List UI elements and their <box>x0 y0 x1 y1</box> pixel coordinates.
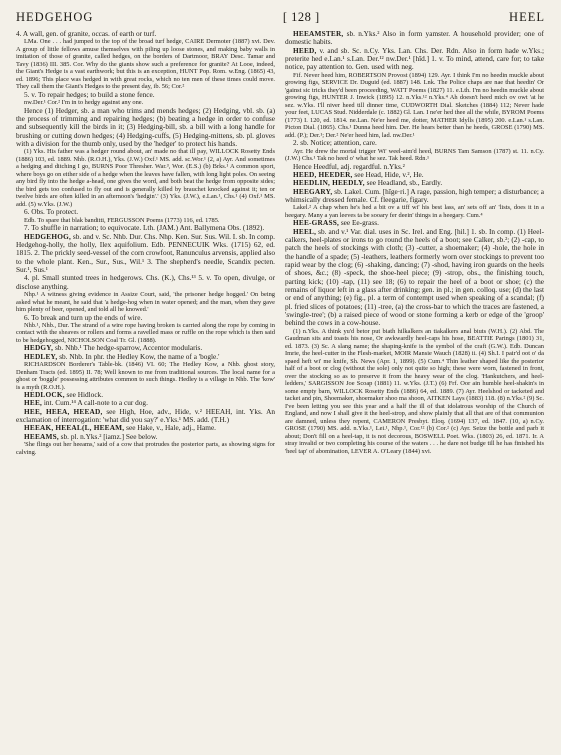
entry-text: 7. To shuffle in narration; to equivocate. Lth. (JAM.) Ant. Ballymena Obs. (1892). <box>24 223 265 233</box>
entry-headword: HEDLEY, <box>24 351 58 361</box>
entry-text: see Headland, sb., Eardly. <box>364 178 443 188</box>
dictionary-entry-paragraph <box>16 361 275 391</box>
entry-text: sb. n.Yks.² Also in form yamster. A household provider; one of domestic habits. <box>285 30 544 47</box>
entry-text: v. and sb. Sc. n.Cy. Yks. Lan. Chs. Der. Rdn. Also in form hade w.Yks.; preterite hed e.Lan.¹ s.Lan. Der.¹² nw.Der.¹ [hīd.] 1. v. To mind, attend, care for; to take notice, pay attention to. Gen. used with neg. <box>285 45 544 72</box>
dictionary-entry-paragraph <box>16 30 275 38</box>
entry-text: 6. Obs. To protect. <box>24 207 79 217</box>
entry-text: sb. Lakel. Cum. [hīge·ri.] A rage, passion, high temper; a disturbance; a whimsically dressed female. Cf. fleegarie, figary. <box>285 186 544 204</box>
dictionary-entry-paragraph <box>285 204 544 219</box>
entry-text: Edb. To spare that blak banditti, FERGUSSON Poems (1773) 116, ed. 1785. <box>24 216 220 224</box>
dictionary-entry-paragraph <box>285 328 544 456</box>
entry-text: (1) Yks. His father was a hedger round about, an' made no that ill pay, WILLOCK Rosetty Ends (1886) 103, ed. 1889. Nhb. (R.O.H.), Yks. (J.W.) Oxf.¹ MS. add. sc.Wor.¹ (2, a) Ayr. And sometimes a hedging and ditching I go, BURNS Poor Thresher. War.³, Wor. (E.S.) (b) Brks.¹ A common sport, where boys go on either side of a hedge when the leaves have fallen, with long light poles. On seeing any bird fly into the hedge a-head, one gives the word, and both beat the hedge from opposite sides; the bird gets too confused to fly out and is generally killed by brauchet knocked against it; ten or twelve birds are often killed in an afternoon's 'hedgin'.' (3) Yks. (J.W.), e.Lan.¹, Chs.¹ (4) Oxf.¹ MS. add. (5) w.Yks. (J.W.) <box>16 148 275 208</box>
entry-text: LMa. One . . . had jumped to the top of the broad turf hedge, CAIRE Dermoter (1887) xvi. Dev. A group of little fellows amuse themselves with piling up loose stones, and making baby walls in imitation of those of granite, called hedges, on the borders of Dartmoor, BRAY Desc. Tamar and Tavy (1836) III. 385. Cor. Why do the giants show such a preference for granite? At Looe, indeed, the Giant's Hedge is a vast earthwork; but this is an exception, HUNT Pop. Rom. w.Eng. (1865) 43, ed. 1896; This place was hedged in with great rocks, which no ten men of these times could move. They call them the Giant's Hedges to the present day, ib. 56; Cor.² <box>16 38 275 91</box>
entry-text: RICHARDSON Borderer's Table-bk. (1846) VI. 60; The Hedley Kow, a Nhb. ghost story, Denham Tracts (ed. 1895) II. 78; Well known to me from traditional sources. The local name for a ghost or 'boggle' possessing attributes common to such things. Hedley is a village in Nhb. The 'kow' is a myth (R.O.H.). <box>16 361 275 391</box>
entry-text: int. Cum.¹⁴ A call-note to a cur dog. <box>42 398 148 408</box>
text-columns <box>16 30 545 752</box>
dictionary-entry-paragraph <box>16 208 275 216</box>
dictionary-entry-paragraph <box>16 274 275 291</box>
page-number: [ 128 ] <box>282 10 320 24</box>
dictionary-entry-paragraph <box>16 233 275 275</box>
dictionary-entry-paragraph <box>16 148 275 208</box>
entry-text: sb. and v.¹ Var. dial. uses in Sc. Irel. and Eng. [hil.] 1. sb. In comp. (1) Heel-calkers, heel-plates or irons to go round the heels of a boot; see Calker, sb.²; (2) -cap, to patch the heels of stockings with cloth; (3) -cutter, a shoemaker; (4) -hole, the hole in the handle of a spade; (5) -leathers, leathers formerly worn over stockings to prevent too rapid wear by the clog; (6) -shaking, dancing; (7) -shod, having iron guards on the heels of shoes, &c.; (8) -speck, the shoe-heel piece; (9) -strop, obs., the finishing touch, parting kick; (10) -tap, (11) see 18; (6) to repair the heel of a boot or shoe; (c) the remains of liquor left in a glass after drinking; gen. in pl.; in gen. colloq. use; (d) the last or end of anything; (e) fig., pl. a term of contempt used when speaking of a scandal; (f) pl. fried slices of potatoes; (11) -tree, (a) the cross-bar to which the traces are fastened, a 'swingle-tree'; (b) a raised piece of wood or stone forming a kerb or edge of the 'groop' behind the cows in a cow-house. <box>285 226 544 328</box>
dictionary-entry-paragraph <box>285 228 544 328</box>
entry-text: 2. sb. Notice; attention, care. <box>293 138 377 148</box>
entry-text: (1) n.Yks. A think yu'd betor put biath hilkalkers an tiakalkers anal biuts (W.H.). (2) Abd. The Gaudman sits and toasts his nose, Or awkwardly heel-caps his hose, BEATTIE Parings (1801) 31, ed. 1873. (3) Sc. A slang name; the shaping-knife is the symbol of the craft (G.W.). Edb. Duncan Imrie, the heel-cutter in the Flesh-market, MOIR Mansie Wauch (1828) ii. (4) Sh.I. I pair'd oot o' da spaed heft wi' me knife, Sh. News (Apr. 1, 1899). (5) Cum.⁴ Thin leather shaped like the posterior half of a boot or clog (without the sole) only not quite so high; these were worn, fastened in front, over the stocking so as to preserve it from the heavy wear of the clog. 'Hankutchers, and heel-ledders,' SARGISSON Joe Scoap (1881) 11. w.Yks. (J.T.) (6) Frf. Oor ain humble heel-shakin's in some empty barn, WILLOCK Rosetty Ends (1886) 64, ed. 1889. (7) Ayr. Heelshod or tacketed and tacket and pin, Shoemaker, shoemaker shoo ma shoon, AITKEN Lays (1883) 118. (8) n.Yks.² (9) Sc. I've been letting you see this year and a half the ill of that idolatrous worship of the Church of England, and now I shall give it the heel-strop, and show plainly that all that are of that communion are damned, unless they repent, CAMERON Presbyt. Eloq. (1694) 137, ed. 1847. (10, a) n.Cy. GROSE (1790) MS. add. n.Yks.¹, Lei.¹, Nhp.¹, Cor.¹² (b) Cor.² (c) Ayr. Seize the bottle and parb it about; Don't fill on a heel-tap, it is not decorous, BOSWELL Poet. Wks. (1803) 26, ed. 1871. Ir. A stray invalid or two completing his course of the waters . . . he dare not budge till he has finished his 'heel tap' of abomination, LEVER A. O'Leary (1844) xvi. <box>285 327 544 455</box>
entry-text: see High, Hoe, adv., Hide, v.² HEEAH, int. Yks. An exclamation of interrogation: 'what did you say?' e.Yks.¹ MS. add. (T.H.) <box>16 406 275 425</box>
entry-text: sb. Nhb.¹ The hedge-sparrow, Accentor modularis. <box>53 343 203 353</box>
entry-text: Hence (1) Hedger, sb. a man who trims and mends hedges; (2) Hedging, vbl. sb. (a) the process of trimming and repairing hedges; (b) beating a hedge in order to confuse and subsequently kill the birds in it; (3) Hedging-bill, sb. a bill with a long handle for brushing or cutting down hedges; (4) Hedging-cuffs, (5) Hedging-mittens, sb. pl. gloves with a division for the thumb only, used by the 'hedger' to protect his hands. <box>16 105 275 149</box>
right-column <box>285 30 544 752</box>
entry-text: sb. Nhb. In phr. the Hedley Kow, the name of a 'bogle.' <box>57 351 220 361</box>
entry-headword: HEEL, <box>293 226 317 236</box>
left-column <box>16 30 275 752</box>
entry-headword: HEEAMS, <box>24 431 59 441</box>
dictionary-entry-paragraph <box>16 322 275 345</box>
entry-headword: HEE, HEEA, HEEAD, <box>24 406 103 416</box>
dictionary-entry-paragraph <box>16 408 275 425</box>
dictionary-entry-paragraph <box>16 291 275 314</box>
dictionary-entry-paragraph <box>16 441 275 456</box>
dictionary-entry-paragraph <box>285 148 544 163</box>
dictionary-entry-paragraph <box>16 433 275 441</box>
entry-text: Lakel.² A chap when he's hed a bit ov a tiff wi' his best lass, an' sets off an' 'lists, does it in a heegary. Many a yan leeves ta be sooary fer deein' things in a heegary. Cum.⁴ <box>285 204 544 219</box>
header-left-word: HEDGEHOG <box>16 10 94 24</box>
entry-text: see Hake, v., Hale, adj., Hame. <box>124 423 217 433</box>
dictionary-entry-paragraph <box>16 107 275 149</box>
entry-text: see Ee-grass. <box>339 218 379 228</box>
entry-text: Fif. Never heed him, ROBERTSON Provost (1894) 129. Ayr. I think I'm no heedin muckle about growing figs, SERVICE Dr. Duguid (ed. 1887) 148. Lnk. The Police chaps are nae that heedin' Or 'gainst sic tricks they'd been proceeding, WATT Poems (1827) 11. e.Lth. I'm no heedin muckle about growing figs, HUNTER J. Inwick (1895) 12. n.Yks.¹² n.Yks.⁴ Ah doesn't heed mich ov owt 'at he sez. w.Yks. I'll niver heed till dinner time, CUDWORTH Dial. Sketches (1884) 112; Never hade your feet, LUCAS Stud. Nidderdale (c. 1882) Gl. Lan. I ne'er hed thee all the while, BYROM Poems (1773) I. 120, ed. 1814. ne.Lan. Ne'er heed me, dotter, MATHER Idylls (1895) 200. e.Lan.¹ s.Lan. Picton Dial. (1865). Chs.¹ Dunna heed him. Der. He hears better than he heeds, GROSE (1790) MS. add. (P.); Der.¹; Der.² Ne'er heed him, lad. nw.Der.¹ <box>285 71 544 139</box>
entry-text: 5. v. To repair hedges; to build a stone fence. <box>24 89 155 99</box>
entry-headword: HEEGARY, <box>293 186 333 196</box>
entry-headword: HEEAMSTER, <box>293 30 344 38</box>
entry-text: Nhp.¹ A witness giving evidence in Assize Court, said, 'the prisoner hedge hogged.' On being asked what he meant, he said that 'a hedge-hog when in water opened; and the man, when they gave him plenty of beer, opened, and told all he knowed.' <box>16 291 275 313</box>
dictionary-entry-paragraph <box>285 72 544 140</box>
dictionary-entry-paragraph <box>16 314 275 322</box>
entry-headword: HEDGY, <box>24 343 54 353</box>
entry-text: 6. To break and turn up the ends of wire. <box>24 312 143 322</box>
dictionary-entry-paragraph <box>285 188 544 205</box>
entry-text: 4. A wall, gen. of granite, occas. of earth or turf. <box>16 30 157 38</box>
entry-headword: HEE, <box>24 398 43 408</box>
entry-headword: HEE-GRASS, <box>293 218 339 228</box>
entry-text: 4. pl. Small stunted trees in hedgerows. Chs. (K.), Chs.¹³ 5. v. To open, divulge, or disclose anything. <box>16 273 275 291</box>
dictionary-entry-paragraph <box>16 353 275 361</box>
entry-headword: HEEAK, HEEAL(L, HEEAM, <box>24 423 125 433</box>
entry-text: sb. pl. n.Yks.² [iamz.] See below. <box>58 431 158 441</box>
entry-headword: HEDGEHOG, <box>24 231 72 241</box>
running-header <box>16 10 545 26</box>
entry-text: sb. and v. Sc. Nhb. Dur. Chs. Nhp. Ken. Sur. Sus. Wil. I. sb. In comp. Hedgehog-holly, the holly, Ilex aquifolium. Edb. PENNECUIK Wks. (1715) 62, ed. 1815. 2. The prickly seed-vessel of the corn crowfoot, Ranunculus arvensis, applied also to the whole plant. Ken., Sur., Sus., Wil.¹ 3. The shepherd's needle, Scandix pecten. Sur.¹, Sus.¹ <box>16 231 275 274</box>
entry-text: Ayr. He drew the mortal trigger Wi' weel-aim'd heed, BURNS Tam Samson (1787) st. 11. n.Cy. (J.W.) Chs.¹ Tak no heed o' what he sez. Tak heed. Rdn.¹ <box>285 147 544 163</box>
dictionary-entry-paragraph <box>16 38 275 91</box>
entry-headword: HEDLOCK, <box>24 390 65 400</box>
entry-headword: HEEDLIN, HEEDLY, <box>293 178 365 188</box>
entry-text: nw.Der.¹ Cor.² I'm in to hedgy against any one. <box>24 99 144 107</box>
entry-text: 'She flings out her heeams,' said of a cow that protrudes the posterior parts, as showing signs for calving. <box>16 441 275 456</box>
entry-text: see Hidlock. <box>64 390 104 400</box>
dictionary-entry-paragraph <box>16 91 275 99</box>
dictionary-entry-paragraph <box>285 139 544 147</box>
header-right-word: HEEL <box>509 10 545 24</box>
entry-text: see Head, Hide, v.², He. <box>352 169 424 179</box>
entry-text: Hence Heedful, adj. regardful. n.Yks.² <box>293 161 405 171</box>
entry-text: Nhb.¹, Nhb., Dur. The strand of a wire rope having broken is carried along the rope by coming in contact with the sheaves or rollers and forms a ravelled mass or ruffle on the rope which is then said to be hedgehogged, NICHOLSON Coal Tr. Gl. (1888). <box>16 321 275 344</box>
dictionary-entry-paragraph <box>285 30 544 47</box>
entry-headword: HEED, HEEDER, <box>293 169 353 179</box>
dictionary-entry-paragraph <box>285 47 544 72</box>
entry-headword: HEED, <box>293 45 317 55</box>
